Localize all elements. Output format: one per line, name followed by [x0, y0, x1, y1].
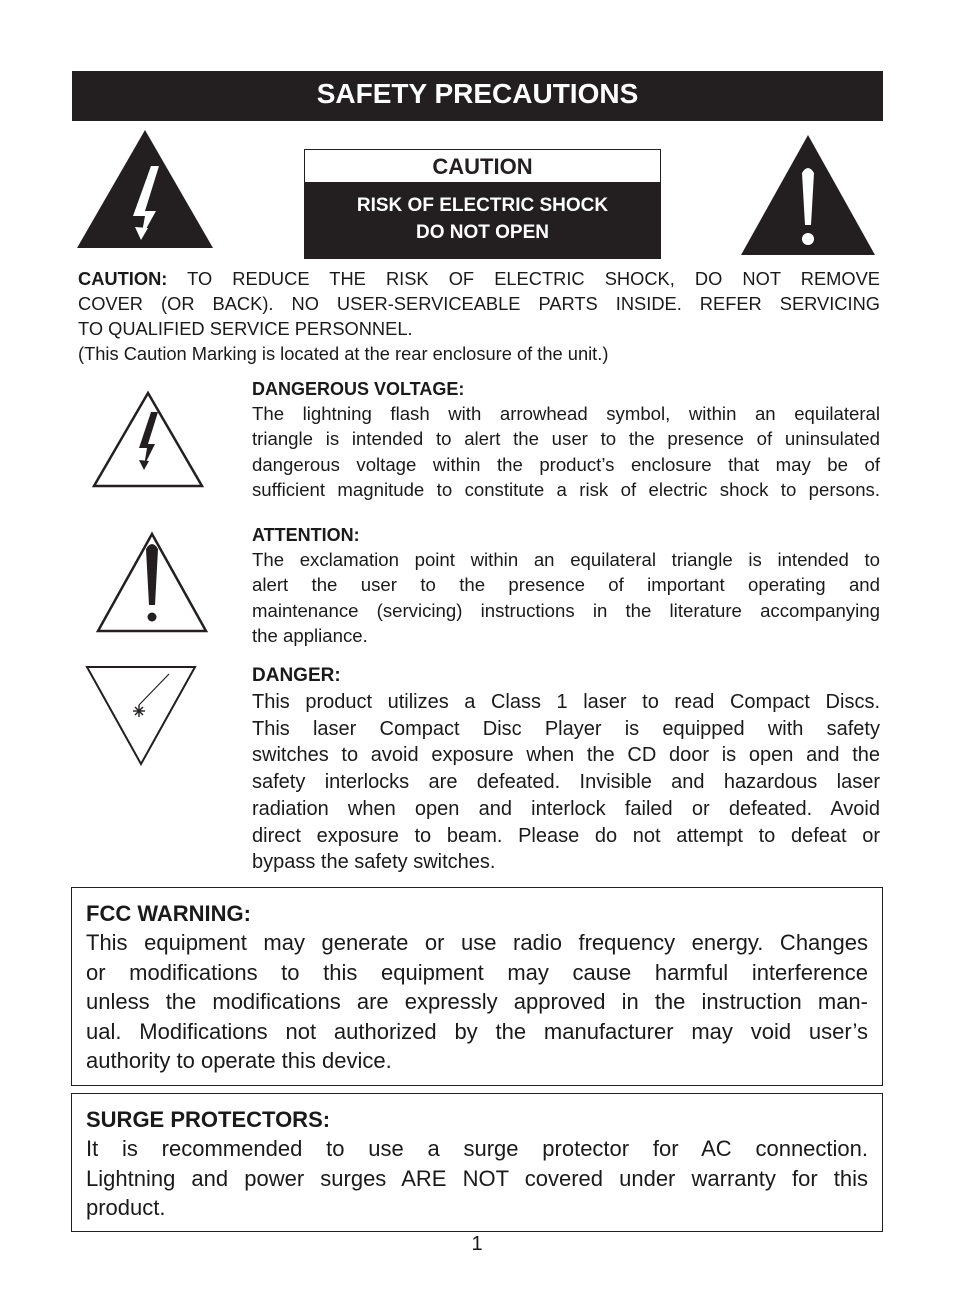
section-line: This product utilizes a Class 1 laser to read Compact Discs.: [252, 691, 880, 713]
fcc-warning-line: unless the modifications are expressly approved in the instruction man-: [86, 989, 868, 1015]
exclamation-triangle-outline-icon: [95, 531, 209, 633]
caution-text-content: TO REDUCE THE RISK OF ELECTRIC SHOCK, DO NOT REMOVE: [187, 268, 880, 289]
section-title: DANGEROUS VOLTAGE:: [252, 379, 465, 399]
section-line: triangle is intended to alert the user to the presence of uninsulated: [252, 428, 880, 450]
laser-warning-icon: [84, 664, 198, 766]
section-line: bypass the safety switches.: [252, 851, 496, 874]
fcc-warning-title: FCC WARNING:: [86, 901, 251, 926]
section-line: sufficient magnitude to constitute a risk of electric shock to persons.: [252, 478, 880, 500]
caution-text-line: COVER (OR BACK). NO USER-SERVICEABLE PARTS INSIDE. REFER SERVICING: [78, 293, 880, 314]
caution-lead: CAUTION:: [78, 268, 168, 289]
caution-label: [304, 149, 661, 259]
surge-protectors-line: Lightning and power surges ARE NOT covered under warranty for this: [86, 1165, 868, 1191]
attention-section: [252, 523, 880, 648]
section-title: ATTENTION:: [252, 525, 360, 545]
surge-protectors-line: product.: [86, 1195, 166, 1221]
danger-section: [252, 663, 880, 876]
surge-protectors-line: It is recommended to use a surge protector for AC connection.: [86, 1136, 868, 1161]
section-line: safety interlocks are defeated. Invisible and hazardous laser: [252, 771, 880, 794]
fcc-warning-line: authority to operate this device.: [86, 1048, 392, 1074]
caution-text-line: TO QUALIFIED SERVICE PERSONNEL.: [78, 318, 413, 339]
caution-label-title: CAUTION: [432, 154, 533, 179]
lightning-triangle-outline-icon: [91, 390, 205, 488]
section-line: switches to avoid exposure when the CD door is open and the: [252, 744, 880, 767]
surge-protectors-title: SURGE PROTECTORS:: [86, 1107, 331, 1132]
fcc-warning-line: This equipment may generate or use radio frequency energy. Changes: [86, 930, 868, 955]
lightning-triangle-icon: [75, 128, 215, 250]
section-line: This laser Compact Disc Player is equipped with safety: [252, 717, 880, 740]
caution-text-line: [78, 266, 880, 291]
section-line: radiation when open and interlock failed or defeated. Avoid: [252, 797, 880, 820]
section-line: The exclamation point within an equilateral triangle is intended to: [252, 549, 880, 570]
surge-protectors-box: [71, 1093, 883, 1232]
caution-label-line: DO NOT OPEN: [415, 222, 549, 243]
fcc-warning-box: [71, 887, 883, 1086]
caution-label-warning: [305, 182, 660, 259]
exclamation-triangle-icon: [739, 133, 877, 257]
section-title: DANGER:: [252, 665, 341, 686]
section-line: direct exposure to beam. Please do not attempt to defeat or: [252, 824, 880, 847]
section-line: alert the user to the presence of important operating and: [252, 574, 880, 596]
section-line: maintenance (servicing) instructions in the literature accompanying: [252, 599, 880, 621]
section-line: dangerous voltage within the product’s enclosure that may be of: [252, 453, 880, 475]
dangerous-voltage-section: [252, 377, 880, 502]
page-title: SAFETY PRECAUTIONS: [72, 71, 883, 121]
page-number: 1: [471, 1233, 483, 1255]
section-line: the appliance.: [252, 624, 368, 646]
section-line: The lightning flash with arrowhead symbol, within an equilateral: [252, 403, 880, 424]
caution-note: (This Caution Marking is located at the rear enclosure of the unit.): [78, 343, 609, 364]
fcc-warning-line: or modifications to this equipment may cause harmful interference: [86, 959, 868, 985]
fcc-warning-line: ual. Modifications not authorized by the manufacturer may void user’s: [86, 1018, 868, 1044]
caution-label-line: RISK OF ELECTRIC SHOCK: [356, 195, 609, 216]
